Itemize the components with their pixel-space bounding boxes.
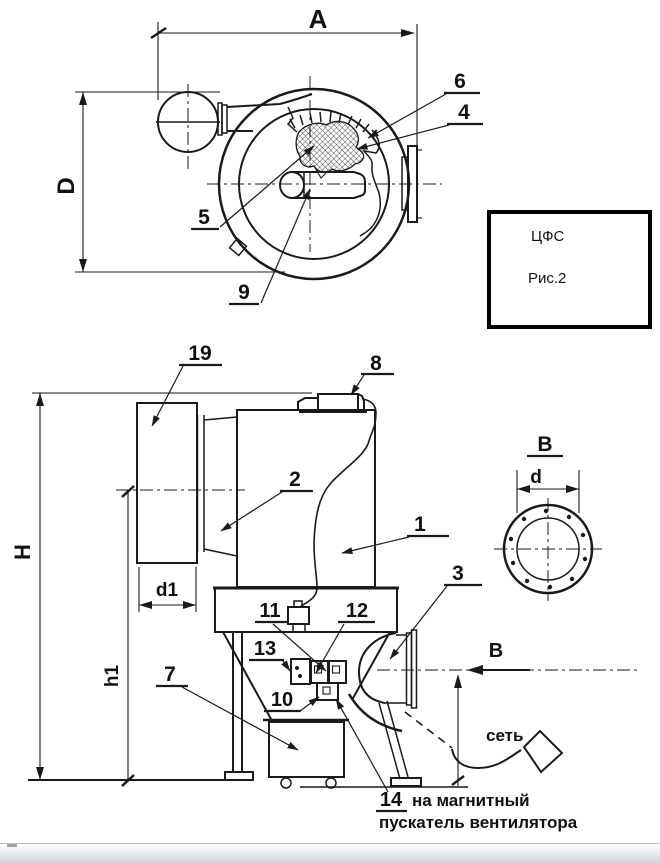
dimension-a (151, 4, 417, 146)
svg-text:6: 6 (454, 70, 466, 93)
support-leg (225, 632, 253, 780)
filter-box (137, 403, 197, 563)
window-footer-bar (0, 843, 660, 863)
part-label-8 (351, 352, 394, 395)
title-block (489, 212, 650, 327)
hopper-band (213, 588, 399, 632)
dim-d-label: D (53, 177, 80, 195)
view-b-direction-label: В (488, 640, 504, 662)
cable-gland (288, 601, 309, 632)
part-label-5 (191, 146, 314, 229)
svg-text:3: 3 (452, 562, 464, 585)
svg-text:12: 12 (345, 600, 369, 622)
part-label-13 (249, 638, 290, 671)
footer-notch (7, 844, 17, 847)
dust-bin (263, 720, 349, 788)
mains-label: сеть (486, 726, 524, 745)
dimension-d (53, 92, 285, 272)
fan-axis-dimension (452, 674, 464, 786)
starter-note-line2: пускатель вентилятора (379, 813, 578, 832)
dimension-h1 (102, 486, 245, 786)
part-label-14 (336, 699, 407, 811)
dim-h-label: H (10, 544, 35, 560)
title-block-model: ЦФС (531, 228, 565, 245)
svg-text:9: 9 (238, 281, 250, 304)
motor-top (156, 84, 227, 170)
svg-text:19: 19 (188, 342, 212, 365)
dimension-d1 (139, 567, 196, 612)
dim-a-label: A (308, 4, 328, 34)
top-device (298, 394, 367, 411)
top-view (53, 4, 483, 304)
svg-text:7: 7 (164, 663, 176, 686)
svg-text:14: 14 (379, 789, 403, 811)
part-label-19 (152, 342, 222, 426)
fan (349, 630, 421, 786)
part-label-2 (221, 468, 313, 531)
view-b-title: В (537, 433, 553, 456)
dim-d1-label: d1 (155, 580, 179, 601)
flange-view-b (494, 433, 602, 601)
outlet-duct (198, 415, 238, 556)
mains-cable (405, 712, 562, 772)
part-label-10 (264, 689, 319, 711)
title-block-figure: Рис.2 (528, 270, 567, 287)
svg-text:5: 5 (198, 206, 210, 229)
cyclone-body (237, 410, 375, 587)
sensor-cable (300, 399, 376, 607)
svg-text:2: 2 (289, 468, 301, 491)
svg-text:13: 13 (253, 638, 277, 660)
part-label-3 (390, 562, 482, 659)
starter-note-line1: на магнитный (412, 791, 530, 810)
svg-text:4: 4 (458, 101, 470, 124)
dim-h1-label: h1 (102, 664, 123, 688)
dim-d-small-label: d (530, 467, 542, 488)
svg-text:11: 11 (259, 600, 281, 622)
svg-text:10: 10 (270, 689, 294, 711)
part-label-1 (342, 513, 449, 553)
svg-text:1: 1 (414, 513, 426, 536)
side-view (10, 342, 640, 832)
svg-text:8: 8 (370, 352, 382, 375)
